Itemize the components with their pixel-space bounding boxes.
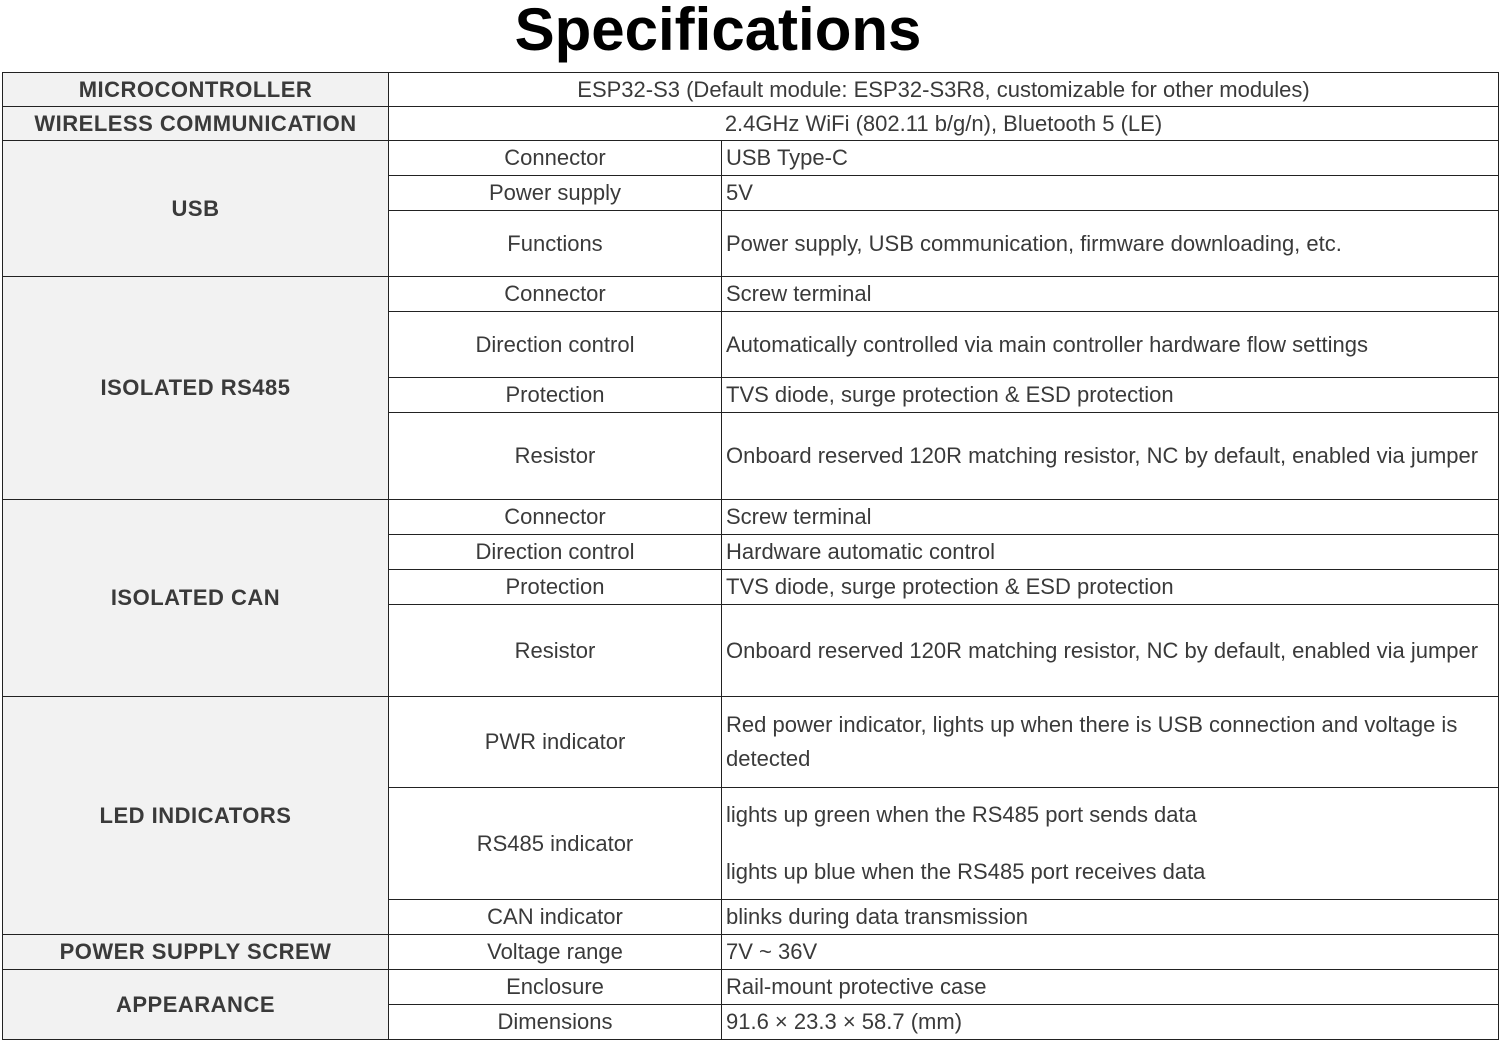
spec-name: Power supply	[389, 176, 722, 211]
spec-name: Connector	[389, 277, 722, 312]
spec-value: TVS diode, surge protection & ESD protection	[722, 570, 1499, 605]
spec-value: Power supply, USB communication, firmware downloading, etc.	[722, 211, 1499, 277]
category-microcontroller: MICROCONTROLLER	[3, 73, 389, 107]
spec-name: Direction control	[389, 535, 722, 570]
category-usb: USB	[3, 141, 389, 277]
spec-value: Onboard reserved 120R matching resistor, NC by default, enabled via jumper	[722, 413, 1499, 500]
category-appearance: APPEARANCE	[3, 970, 389, 1040]
page-title: Specifications	[514, 0, 922, 63]
spec-name: Direction control	[389, 312, 722, 378]
spec-value: Red power indicator, lights up when there is USB connection and voltage is detected	[722, 697, 1499, 788]
category-led-indicators: LED INDICATORS	[3, 697, 389, 935]
table-row	[3, 970, 1499, 1005]
spec-value: Rail-mount protective case	[722, 970, 1499, 1005]
spec-name: Voltage range	[389, 935, 722, 970]
spec-name: Resistor	[389, 605, 722, 697]
value-microcontroller: ESP32-S3 (Default module: ESP32-S3R8, customizable for other modules)	[389, 73, 1499, 107]
spec-value: Onboard reserved 120R matching resistor, NC by default, enabled via jumper	[722, 605, 1499, 697]
spec-name: Protection	[389, 570, 722, 605]
spec-name: Connector	[389, 141, 722, 176]
table-row	[3, 500, 1499, 535]
spec-value: Screw terminal	[722, 277, 1499, 312]
table-row	[3, 107, 1499, 141]
spec-value: blinks during data transmission	[722, 900, 1499, 935]
spec-value: TVS diode, surge protection & ESD protection	[722, 378, 1499, 413]
spec-value	[722, 788, 1499, 900]
spec-value: USB Type-C	[722, 141, 1499, 176]
category-wireless-communication: WIRELESS COMMUNICATION	[3, 107, 389, 141]
rs485-indicator-receive-text: lights up blue when the RS485 port receives data	[726, 859, 1206, 884]
line-gap	[726, 832, 1498, 855]
table-row	[3, 277, 1499, 312]
spec-name: PWR indicator	[389, 697, 722, 788]
spec-name: RS485 indicator	[389, 788, 722, 900]
spec-value: 7V ~ 36V	[722, 935, 1499, 970]
table-row	[3, 935, 1499, 970]
spec-name: Functions	[389, 211, 722, 277]
rs485-indicator-send-text: lights up green when the RS485 port sends data	[726, 802, 1197, 827]
category-isolated-rs485: ISOLATED RS485	[3, 277, 389, 500]
table-row	[3, 73, 1499, 107]
category-power-supply-screw: POWER SUPPLY SCREW	[3, 935, 389, 970]
spec-value: 91.6 × 23.3 × 58.7 (mm)	[722, 1005, 1499, 1040]
spec-name: Enclosure	[389, 970, 722, 1005]
spec-value: Screw terminal	[722, 500, 1499, 535]
table-row	[3, 697, 1499, 788]
spec-name: Protection	[389, 378, 722, 413]
spec-name: Resistor	[389, 413, 722, 500]
table-row	[3, 141, 1499, 176]
value-wireless-communication: 2.4GHz WiFi (802.11 b/g/n), Bluetooth 5 (LE)	[389, 107, 1499, 141]
spec-name: Dimensions	[389, 1005, 722, 1040]
spec-name: CAN indicator	[389, 900, 722, 935]
spec-value: Automatically controlled via main controller hardware flow settings	[722, 312, 1499, 378]
specifications-table	[2, 72, 1499, 1040]
spec-value: Hardware automatic control	[722, 535, 1499, 570]
spec-value: 5V	[722, 176, 1499, 211]
spec-name: Connector	[389, 500, 722, 535]
category-isolated-can: ISOLATED CAN	[3, 500, 389, 697]
